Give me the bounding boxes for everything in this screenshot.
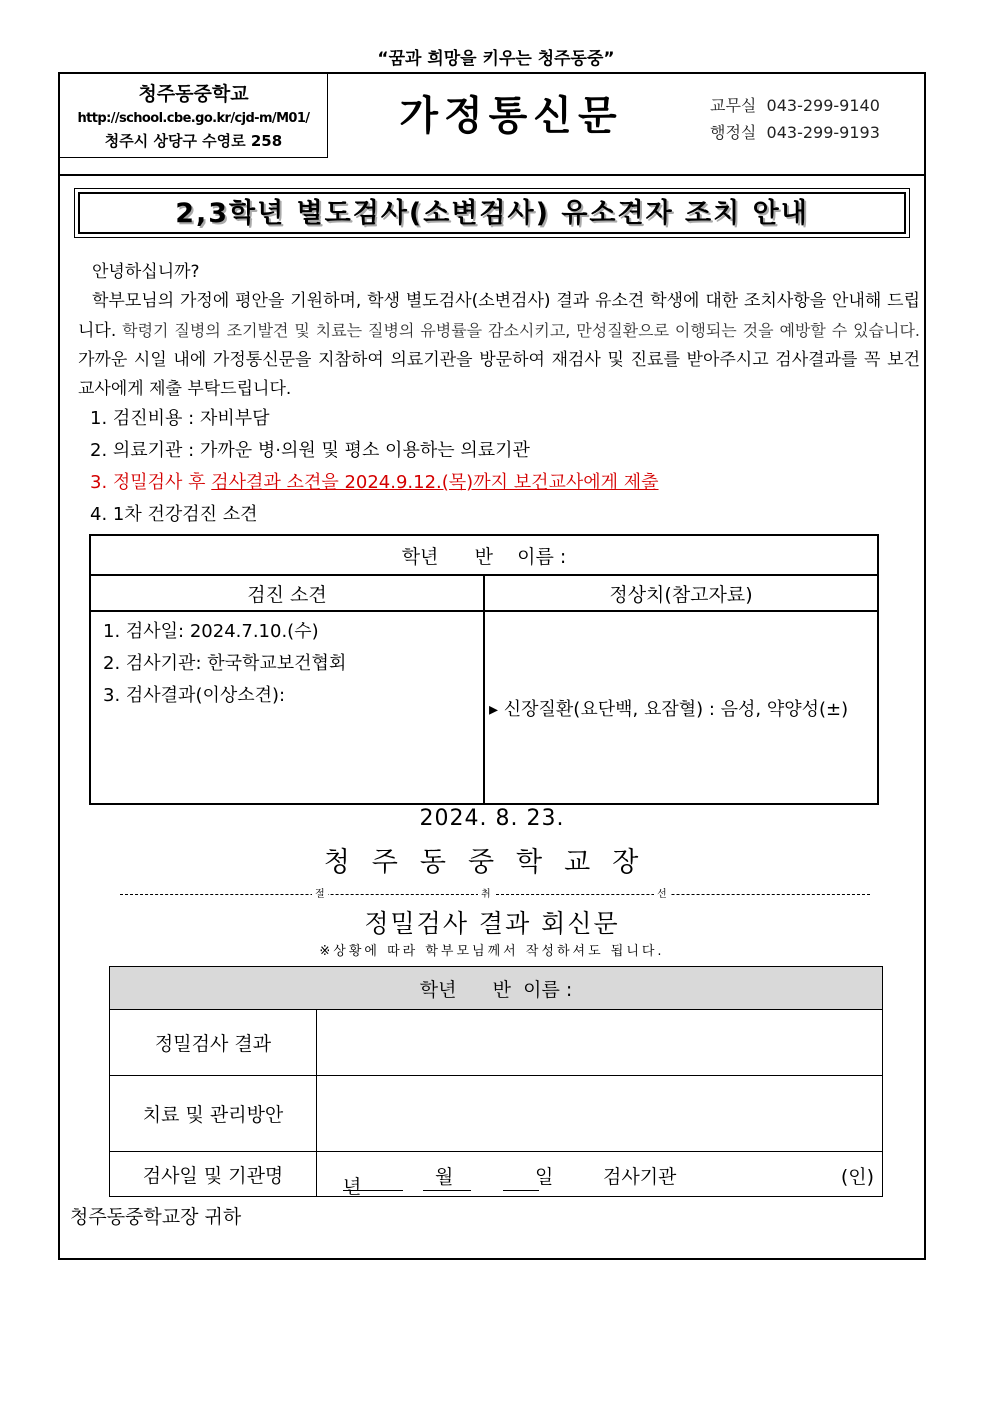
cut-word-1: 절 [312,885,328,900]
cut-word-3: 선 [654,885,670,900]
notice-body [78,258,920,404]
school-url[interactable]: http://school.cbe.go.kr/cjd-m/M01/ [77,111,310,126]
body-part-1: 학부모님의 가정에 평안을 기원하며, 학생 별도검사(소변검사) 결과 유소견 학생에 대한 조치사항을 안내해 드립니다. [78,291,920,341]
cut-line [120,894,870,895]
phone-list [710,92,880,146]
school-address: 청주시 상당구 수영로 258 [104,132,283,150]
student-name-row[interactable]: 학년 반 이름 : [90,535,878,575]
phone-label: 행정실 [710,123,757,142]
exam-date: 1. 검사일: 2024.7.10.(수) [103,621,319,642]
day-label: 일 [535,1166,554,1188]
reply-form-table [109,966,883,1197]
month-label: 월 [435,1166,454,1188]
item-institution: 2. 의료기관 : 가까운 병·의원 및 평소 이용하는 의료기관 [90,440,530,461]
issue-date: 2024. 8. 23. [419,806,565,831]
school-info-box [60,74,328,158]
treatment-field[interactable] [317,1076,883,1152]
date-fill-row [317,1152,882,1196]
findings-cell[interactable] [90,611,484,804]
body-part-3: 가까운 시일 내에 가정통신문을 지참하여 의료기관을 방문하여 재검사 및 진료를 받아주시고 검사결과를 꼭 보건교사에게 제출 부탁드립니다. [78,350,920,399]
principal-signature: 청주동중학교장 [323,847,661,878]
notice-items [90,403,659,531]
body-part-2: 학령기 질병의 조기발견 및 치료는 질병의 유병률을 감소시키고, 만성질환으로 이행되는 것을 예방할 수 있습니다. [116,321,920,340]
newsletter-header [60,74,924,176]
result-field[interactable] [317,1010,883,1076]
cut-word-2: 취 [478,885,494,900]
reply-title: 정밀검사 결과 회신문 [364,909,620,938]
reference-header: 정상치(참고자료) [484,575,878,611]
phone-line-admin [710,119,880,146]
masthead-title: 가정통신문 [399,93,623,139]
greeting: 안녕하십니까? [92,262,200,282]
item-deadline-prefix: 3. 정밀검사 후 [90,472,212,493]
school-motto: “꿈과 희망을 키우는 청주동중” [377,49,615,69]
reply-name-row[interactable]: 학년 반 이름 : [110,967,883,1010]
notice-title-box [74,188,910,238]
treatment-label: 치료 및 관리방안 [110,1076,317,1152]
phone-number: 043-299-9140 [766,96,880,115]
notice-title: 2,3학년 별도검사(소변검사) 유소견자 조치 안내 [78,192,906,234]
item-deadline-underlined: 검사결과 소견을 2024.9.12.(목)까지 보건교사에게 제출 [211,472,659,493]
institution-label: 검사기관 [603,1166,677,1188]
year-label: 년 [343,1176,362,1198]
exam-date-label: 검사일 및 기관명 [110,1152,317,1197]
body-paragraph [78,287,920,404]
day-blank [503,1172,539,1191]
phone-line-academic [710,92,880,119]
seal-label: (인) [840,1166,874,1188]
reply-note: ※상황에 따라 학부모님께서 작성하셔도 됩니다. [319,944,665,959]
closing-addressee: 청주동중학교장 귀하 [70,1206,242,1228]
findings-header: 검진 소견 [90,575,484,611]
exam-findings-table [89,534,879,805]
phone-label: 교무실 [710,96,757,115]
exam-date-field[interactable] [317,1152,883,1197]
exam-result: 3. 검사결과(이상소견): [103,685,286,706]
newsletter-frame [58,72,926,1260]
result-label: 정밀검사 결과 [110,1010,317,1076]
exam-agency: 2. 검사기관: 한국학교보건협회 [103,653,347,674]
phone-number: 043-299-9193 [766,123,880,142]
item-deadline [90,467,659,499]
item-first-exam: 4. 1차 건강검진 소견 [90,504,258,525]
school-name: 청주동중학교 [138,83,249,105]
item-cost: 1. 검진비용 : 자비부담 [90,408,270,429]
reference-cell: ▸ 신장질환(요단백, 요잠혈) : 음성, 약양성(±) [484,611,878,804]
